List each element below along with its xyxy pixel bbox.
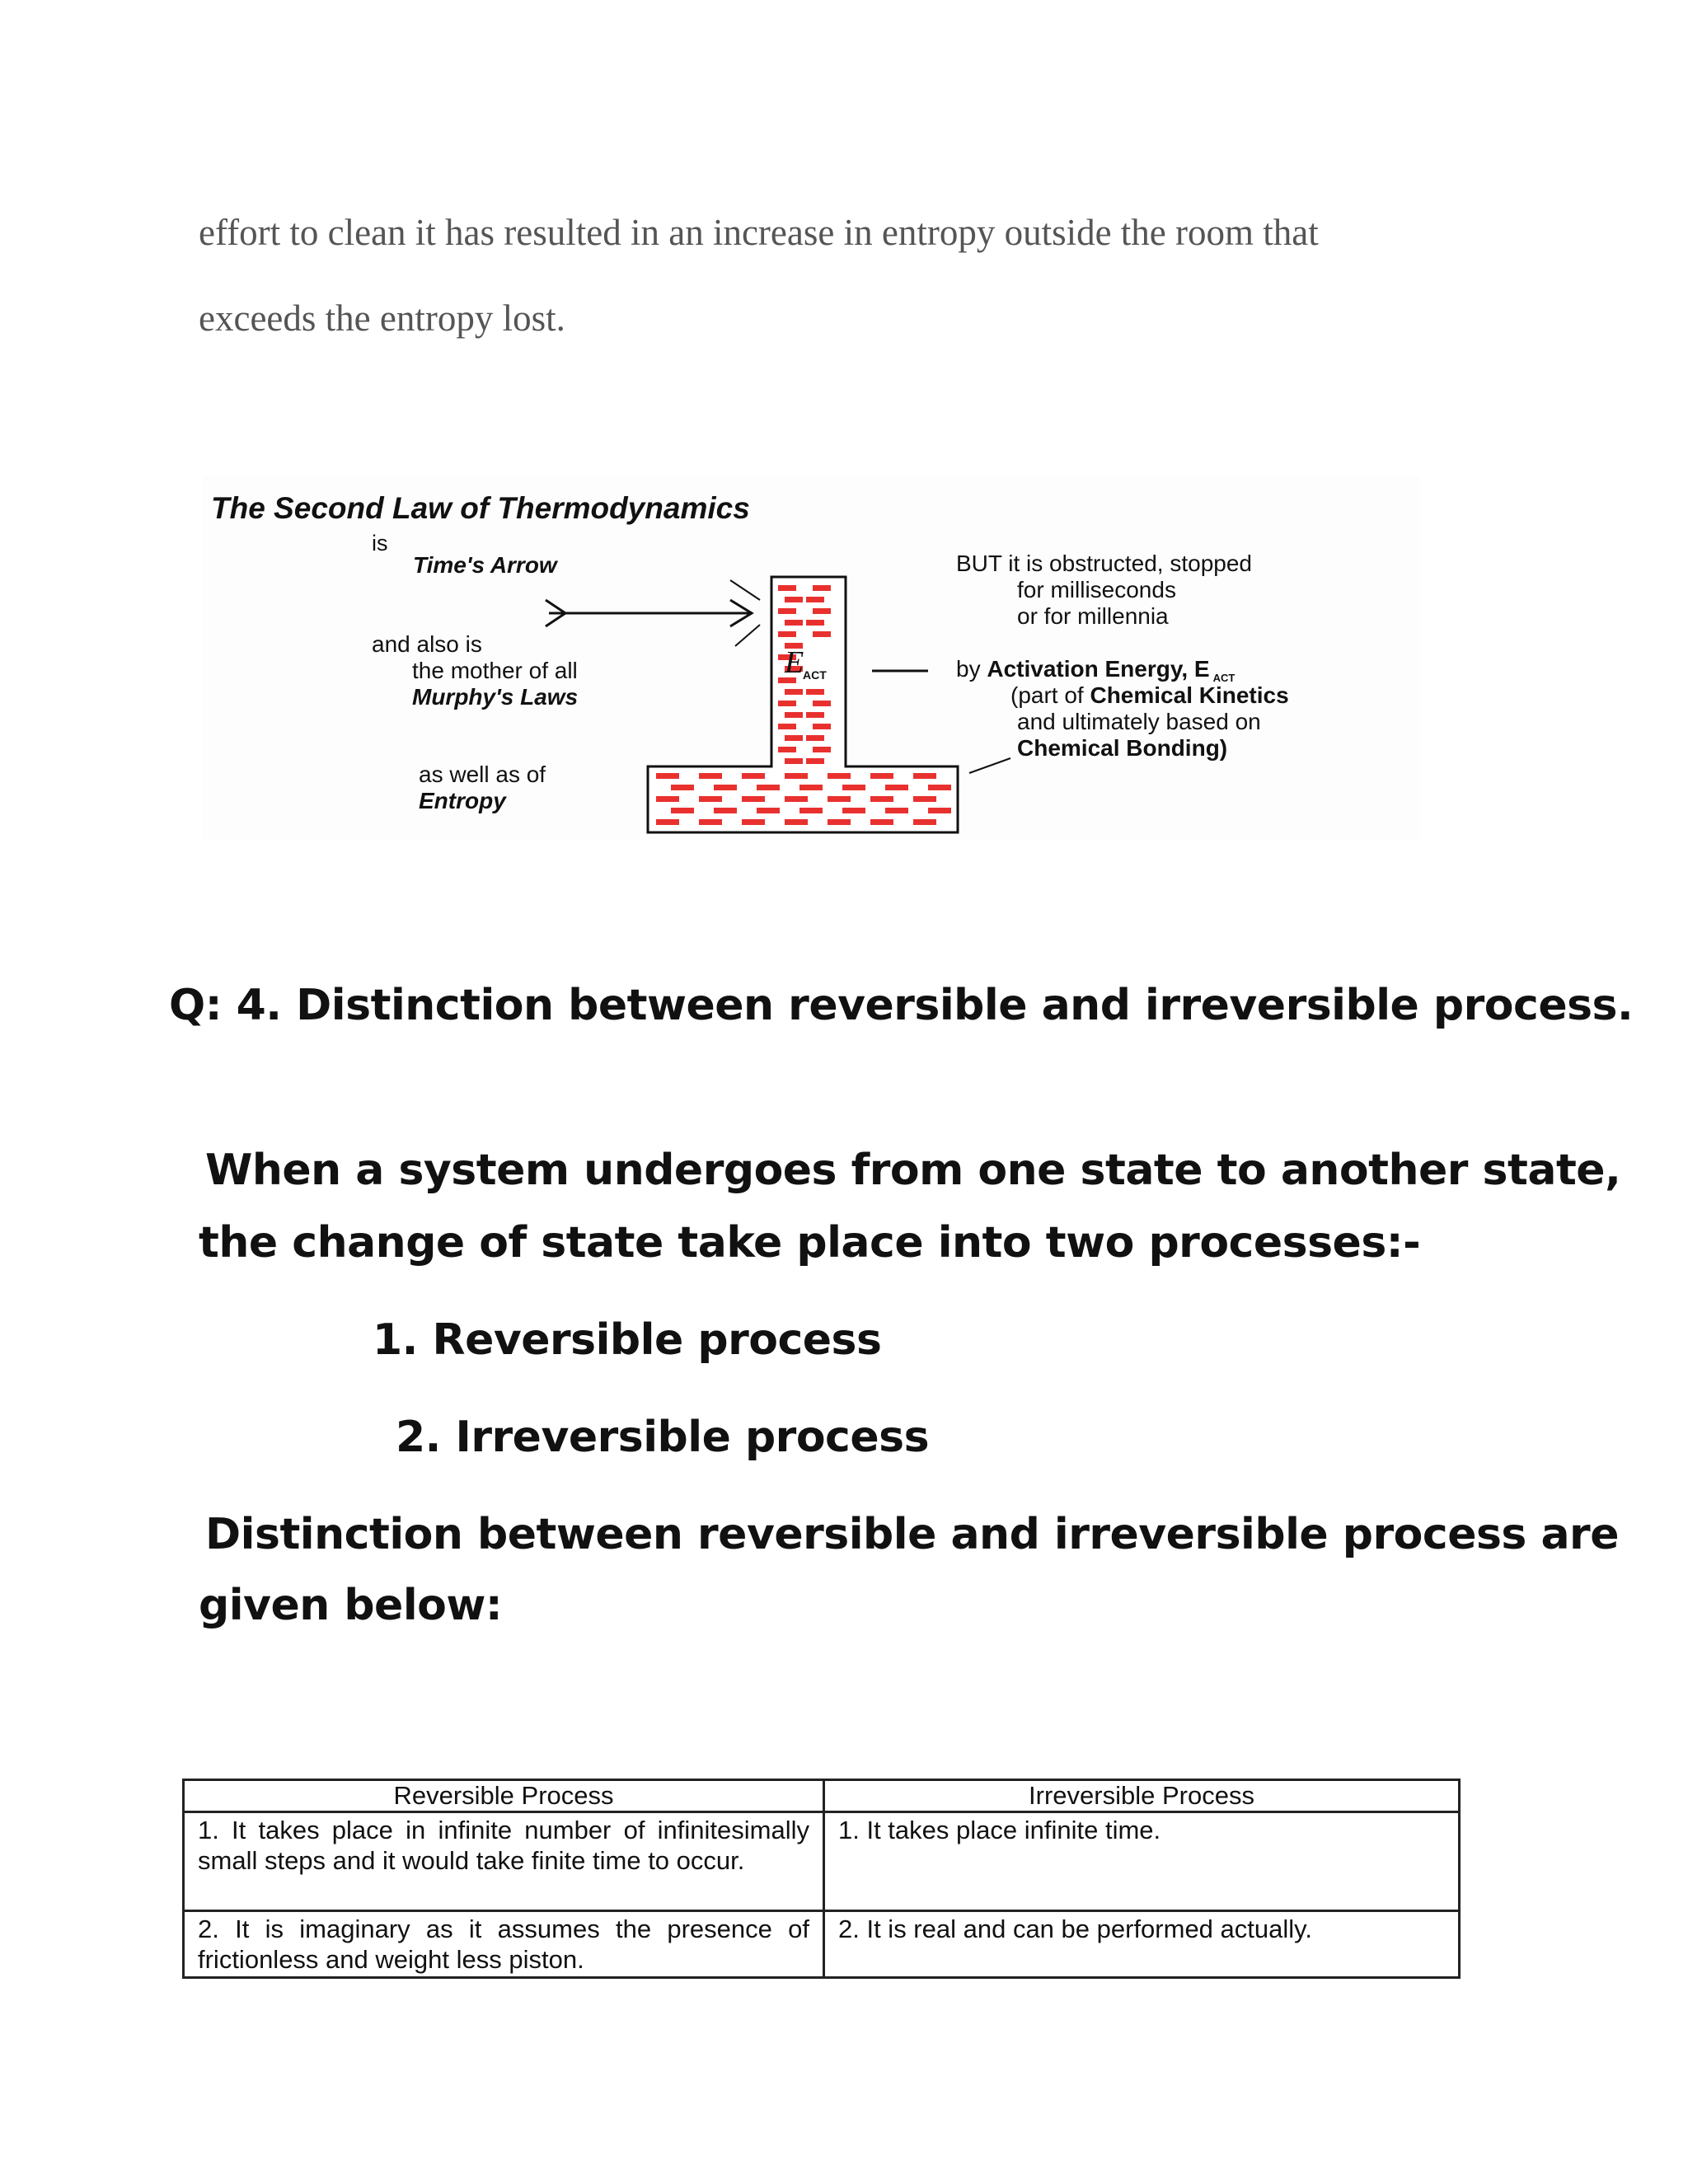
table-header-row xyxy=(184,1780,1460,1812)
brick xyxy=(699,773,722,779)
activation-energy: Activation Energy, E xyxy=(987,656,1210,682)
brick xyxy=(842,808,865,813)
and-also-is: and also is xyxy=(372,631,482,657)
para-line-1: When a system undergoes from one state to another state, xyxy=(205,1146,1621,1195)
act-subscript: ACT xyxy=(1212,672,1236,684)
for-milliseconds: for milliseconds xyxy=(1017,577,1176,602)
brick xyxy=(913,819,936,825)
brick xyxy=(714,808,737,813)
brick xyxy=(785,689,803,695)
chemical-kinetics: Chemical Kinetics xyxy=(1090,682,1289,708)
brick xyxy=(785,758,803,764)
brick xyxy=(885,785,908,790)
brick xyxy=(785,620,803,626)
brick xyxy=(785,735,803,741)
brick xyxy=(799,785,823,790)
brick xyxy=(813,724,831,729)
barrier-wall xyxy=(648,577,958,832)
part-of-prefix: (part of xyxy=(1010,682,1084,708)
figure-is: is xyxy=(372,531,388,555)
cell-irreversible-2: 2. It is real and can be performed actually. xyxy=(824,1911,1460,1978)
brick xyxy=(828,796,851,802)
activation-energy-line xyxy=(956,656,1235,684)
brick xyxy=(742,796,765,802)
brick xyxy=(742,773,765,779)
table-row xyxy=(184,1812,1460,1911)
second-law-figure xyxy=(203,476,1419,841)
cell-irreversible-1: 1. It takes place infinite time. xyxy=(824,1812,1460,1911)
brick xyxy=(885,808,908,813)
brick xyxy=(842,785,865,790)
brick xyxy=(806,758,824,764)
brick xyxy=(785,773,808,779)
chemical-bonding: Chemical Bonding) xyxy=(1017,735,1228,761)
entropy-label: Entropy xyxy=(419,788,506,813)
brick xyxy=(813,585,831,591)
cell-reversible-2: 2. It is imaginary as it assumes the presence of frictionless and weight less piston. xyxy=(184,1911,824,1978)
pointer-line-2 xyxy=(969,758,1010,773)
list-item-reversible: 1. Reversible process xyxy=(373,1315,882,1365)
brick xyxy=(785,712,803,718)
brick xyxy=(785,796,808,802)
cell-reversible-1: 1. It takes place in infinite number of infinitesimally small steps and it would take finite time to occur. xyxy=(184,1812,824,1911)
mother-of-all: the mother of all xyxy=(412,658,578,683)
brick xyxy=(806,689,824,695)
brick xyxy=(806,620,824,626)
ultimately-based-on: and ultimately based on xyxy=(1017,709,1261,734)
intro-paragraph xyxy=(199,190,1484,361)
brick xyxy=(778,747,796,752)
question-heading: Q: 4. Distinction between reversible and irreversible process. xyxy=(169,981,1634,1030)
brick xyxy=(656,819,679,825)
distinction-line-1: Distinction between reversible and irreversible process are xyxy=(205,1510,1619,1559)
barrier-e-label: E xyxy=(785,645,804,680)
para-line-2: the change of state take place into two processes:- xyxy=(199,1218,1421,1268)
but-obstructed: BUT it is obstructed, stopped xyxy=(956,551,1252,576)
brick xyxy=(928,808,951,813)
figure-title: The Second Law of Thermodynamics xyxy=(211,491,750,525)
brick xyxy=(699,796,722,802)
brick xyxy=(699,819,722,825)
brick xyxy=(757,808,780,813)
brick xyxy=(813,631,831,637)
brick xyxy=(799,808,823,813)
or-for-millennia: or for millennia xyxy=(1017,603,1169,629)
distinction-line-2: given below: xyxy=(199,1581,503,1630)
brick xyxy=(928,785,951,790)
brick xyxy=(913,796,936,802)
brick xyxy=(656,796,679,802)
part-of-kinetics-line xyxy=(1010,682,1289,709)
brick xyxy=(785,597,803,602)
barrier-sub-label: ACT xyxy=(803,668,827,682)
intro-line-2: exceeds the entropy lost. xyxy=(199,298,565,339)
as-well-as-of: as well as of xyxy=(419,762,546,787)
brick xyxy=(806,597,824,602)
brick xyxy=(671,808,694,813)
table-row xyxy=(184,1911,1460,1978)
brick xyxy=(742,819,765,825)
brick xyxy=(870,773,893,779)
brick xyxy=(656,773,679,779)
list-item-irreversible: 2. Irreversible process xyxy=(396,1413,930,1462)
brick xyxy=(813,701,831,706)
brick xyxy=(671,785,694,790)
brick xyxy=(778,701,796,706)
brick xyxy=(813,608,831,614)
brick xyxy=(714,785,737,790)
brick xyxy=(813,747,831,752)
comparison-table xyxy=(182,1779,1461,1979)
brick xyxy=(870,796,893,802)
brick xyxy=(828,819,851,825)
times-arrow-label: Time's Arrow xyxy=(413,552,557,578)
by-prefix: by xyxy=(956,656,981,682)
brick xyxy=(778,608,796,614)
brick xyxy=(870,819,893,825)
murphys-laws: Murphy's Laws xyxy=(412,684,579,710)
brick xyxy=(785,819,808,825)
brick xyxy=(806,735,824,741)
header-reversible: Reversible Process xyxy=(184,1780,824,1812)
brick xyxy=(828,773,851,779)
brick xyxy=(913,773,936,779)
brick xyxy=(778,724,796,729)
intro-line-1: effort to clean it has resulted in an increase in entropy outside the room that xyxy=(199,212,1319,253)
brick xyxy=(778,631,796,637)
brick xyxy=(778,585,796,591)
header-irreversible: Irreversible Process xyxy=(824,1780,1460,1812)
brick xyxy=(757,785,780,790)
brick xyxy=(806,712,824,718)
